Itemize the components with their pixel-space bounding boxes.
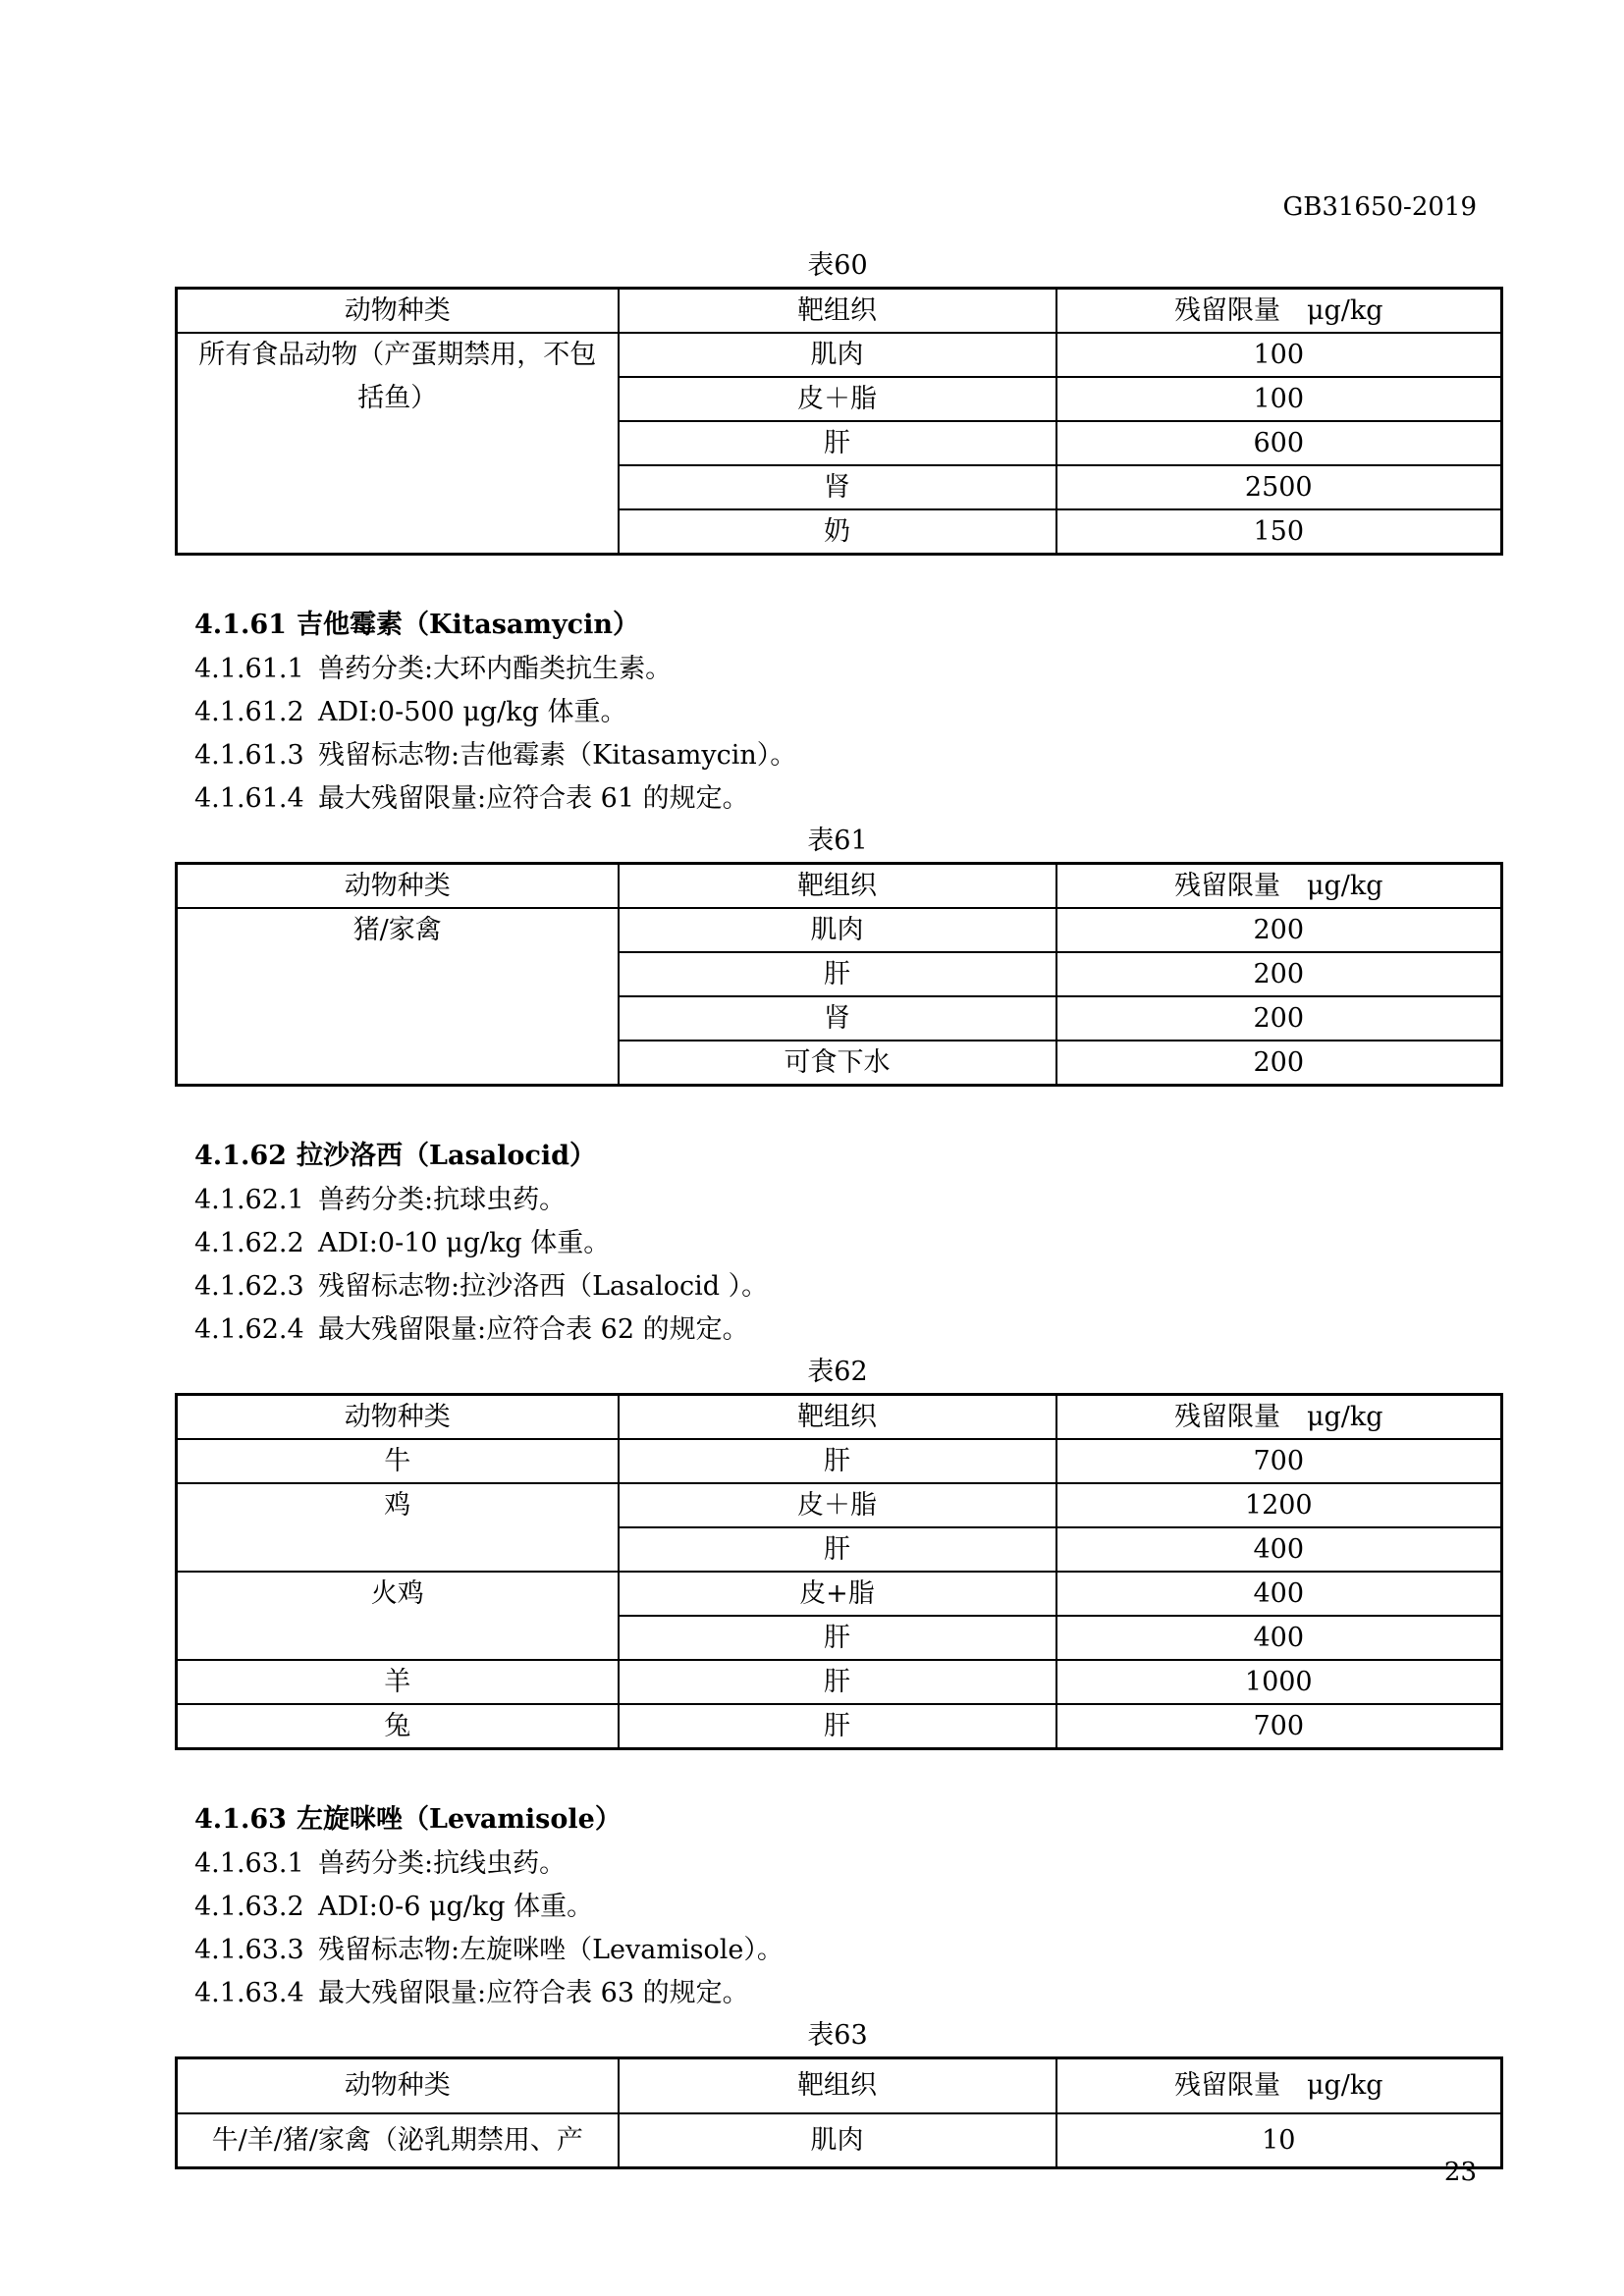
clause-number: 4.1.62.3	[194, 1271, 304, 1302]
tissue-cell: 肝	[619, 421, 1056, 465]
tissue-cell: 肝	[619, 1660, 1056, 1704]
mrl-cell: 200	[1056, 996, 1502, 1041]
clause-text: 残留标志物:拉沙洛西（Lasalocid ）。	[318, 1271, 769, 1302]
table-header-row	[177, 2058, 1502, 2113]
section-heading-4-1-62	[175, 1134, 1500, 1179]
tissue-cell: 肾	[619, 996, 1056, 1041]
clause-number: 4.1.61.2	[194, 697, 304, 727]
clause-text: ADI:0-10 μg/kg 体重。	[318, 1228, 611, 1258]
clause-number: 4.1.61.4	[194, 783, 304, 814]
table63	[175, 2056, 1503, 2169]
header-tissue: 靶组织	[619, 2058, 1056, 2113]
mrl-cell: 2500	[1056, 465, 1502, 509]
clause-line	[175, 1179, 1500, 1222]
animal-cell: 牛	[177, 1439, 619, 1483]
tissue-cell: 肝	[619, 1439, 1056, 1483]
header-mrl: 残留限量 μg/kg	[1056, 289, 1502, 334]
section-heading-4-1-63	[175, 1797, 1500, 1842]
clause-line	[175, 648, 1500, 691]
clause-number: 4.1.61.3	[194, 740, 304, 771]
header-tissue: 靶组织	[619, 864, 1056, 909]
mrl-cell: 600	[1056, 421, 1502, 465]
clause-text: ADI:0-6 μg/kg 体重。	[318, 1892, 594, 1922]
animal-cell: 所有食品动物（产蛋期禁用，不包括鱼）	[177, 333, 619, 555]
animal-cell: 猪/家禽	[177, 908, 619, 1086]
clause-number: 4.1.62.4	[194, 1314, 304, 1345]
tissue-cell: 肝	[619, 952, 1056, 996]
tissue-cell: 皮＋脂	[619, 1483, 1056, 1527]
table62-caption: 表62	[807, 1357, 868, 1387]
section-heading-4-1-61	[175, 603, 1500, 648]
mrl-cell: 400	[1056, 1527, 1502, 1572]
page-number: 23	[1443, 2158, 1477, 2187]
header-mrl: 残留限量 μg/kg	[1056, 1395, 1502, 1440]
header-mrl: 残留限量 μg/kg	[1056, 2058, 1502, 2113]
table-row	[177, 1660, 1502, 1704]
tissue-cell: 肝	[619, 1527, 1056, 1572]
clause-number: 4.1.63.3	[194, 1935, 304, 1965]
clause-line	[175, 691, 1500, 734]
tissue-cell: 肝	[619, 1704, 1056, 1749]
clause-number: 4.1.63.2	[194, 1892, 304, 1922]
clause-line	[175, 1222, 1500, 1265]
clause-number: 4.1.63.1	[194, 1848, 304, 1879]
clause-line	[175, 1929, 1500, 1972]
table-row	[177, 1483, 1502, 1527]
header-tissue: 靶组织	[619, 1395, 1056, 1440]
clause-line	[175, 1842, 1500, 1886]
clause-number: 4.1.62.1	[194, 1185, 304, 1215]
mrl-cell: 700	[1056, 1704, 1502, 1749]
mrl-cell: 200	[1056, 1041, 1502, 1086]
clause-text: 残留标志物:左旋咪唑（Levamisole）。	[318, 1935, 784, 1965]
tissue-cell: 肾	[619, 465, 1056, 509]
clause-text: 残留标志物:吉他霉素（Kitasamycin）。	[318, 740, 797, 771]
clause-line	[175, 1886, 1500, 1929]
section-title: 吉他霉素（Kitasamycin）	[297, 610, 639, 640]
section-number: 4.1.63	[194, 1804, 287, 1835]
animal-cell: 鸡	[177, 1483, 619, 1572]
table-row	[177, 908, 1502, 952]
tissue-cell: 奶	[619, 509, 1056, 555]
tissue-cell: 皮＋脂	[619, 377, 1056, 421]
clause-line	[175, 734, 1500, 777]
tissue-cell: 肌肉	[619, 2113, 1056, 2168]
table-header-row	[177, 1395, 1502, 1440]
table-row	[177, 333, 1502, 377]
clause-text: 最大残留限量:应符合表 63 的规定。	[318, 1978, 749, 2008]
clause-line	[175, 1972, 1500, 2015]
header-mrl: 残留限量 μg/kg	[1056, 864, 1502, 909]
mrl-cell: 1200	[1056, 1483, 1502, 1527]
table-row	[177, 1439, 1502, 1483]
clause-line	[175, 1265, 1500, 1308]
animal-cell: 牛/羊/猪/家禽（泌乳期禁用、产	[177, 2113, 619, 2168]
mrl-cell: 200	[1056, 952, 1502, 996]
table63-caption: 表63	[807, 2020, 868, 2051]
clause-number: 4.1.63.4	[194, 1978, 304, 2008]
table-row	[177, 2113, 1502, 2168]
section-number: 4.1.62	[194, 1141, 287, 1171]
table-header-row	[177, 289, 1502, 334]
clause-number: 4.1.61.1	[194, 654, 304, 684]
tissue-cell: 肝	[619, 1616, 1056, 1660]
animal-cell: 羊	[177, 1660, 619, 1704]
mrl-cell: 1000	[1056, 1660, 1502, 1704]
table60	[175, 287, 1503, 556]
tissue-cell: 肌肉	[619, 908, 1056, 952]
mrl-cell: 10	[1056, 2113, 1502, 2168]
table61	[175, 862, 1503, 1087]
table62	[175, 1393, 1503, 1750]
tissue-cell: 肌肉	[619, 333, 1056, 377]
section-title: 拉沙洛西（Lasalocid）	[297, 1141, 597, 1171]
standard-code: GB31650-2019	[1282, 192, 1477, 222]
clause-line	[175, 777, 1500, 821]
clause-text: 兽药分类:大环内酯类抗生素。	[318, 654, 673, 684]
table-row	[177, 1572, 1502, 1616]
clause-text: ADI:0-500 μg/kg 体重。	[318, 697, 627, 727]
table60-caption: 表60	[807, 250, 868, 281]
header-tissue: 靶组织	[619, 289, 1056, 334]
section-number: 4.1.61	[194, 610, 287, 640]
header-animal: 动物种类	[177, 2058, 619, 2113]
clause-text: 兽药分类:抗线虫药。	[318, 1848, 567, 1879]
mrl-cell: 400	[1056, 1572, 1502, 1616]
clause-text: 最大残留限量:应符合表 62 的规定。	[318, 1314, 749, 1345]
mrl-cell: 400	[1056, 1616, 1502, 1660]
table61-caption: 表61	[807, 826, 868, 856]
mrl-cell: 700	[1056, 1439, 1502, 1483]
tissue-cell: 可食下水	[619, 1041, 1056, 1086]
animal-cell: 兔	[177, 1704, 619, 1749]
header-animal: 动物种类	[177, 1395, 619, 1440]
mrl-cell: 100	[1056, 333, 1502, 377]
tissue-cell: 皮+脂	[619, 1572, 1056, 1616]
mrl-cell: 150	[1056, 509, 1502, 555]
clause-number: 4.1.62.2	[194, 1228, 304, 1258]
mrl-cell: 200	[1056, 908, 1502, 952]
header-animal: 动物种类	[177, 289, 619, 334]
page-content	[175, 245, 1500, 2169]
clause-line	[175, 1308, 1500, 1352]
section-title: 左旋咪唑（Levamisole）	[297, 1804, 622, 1835]
mrl-cell: 100	[1056, 377, 1502, 421]
header-animal: 动物种类	[177, 864, 619, 909]
clause-text: 最大残留限量:应符合表 61 的规定。	[318, 783, 749, 814]
animal-cell: 火鸡	[177, 1572, 619, 1660]
clause-text: 兽药分类:抗球虫药。	[318, 1185, 567, 1215]
table-row	[177, 1704, 1502, 1749]
table-header-row	[177, 864, 1502, 909]
